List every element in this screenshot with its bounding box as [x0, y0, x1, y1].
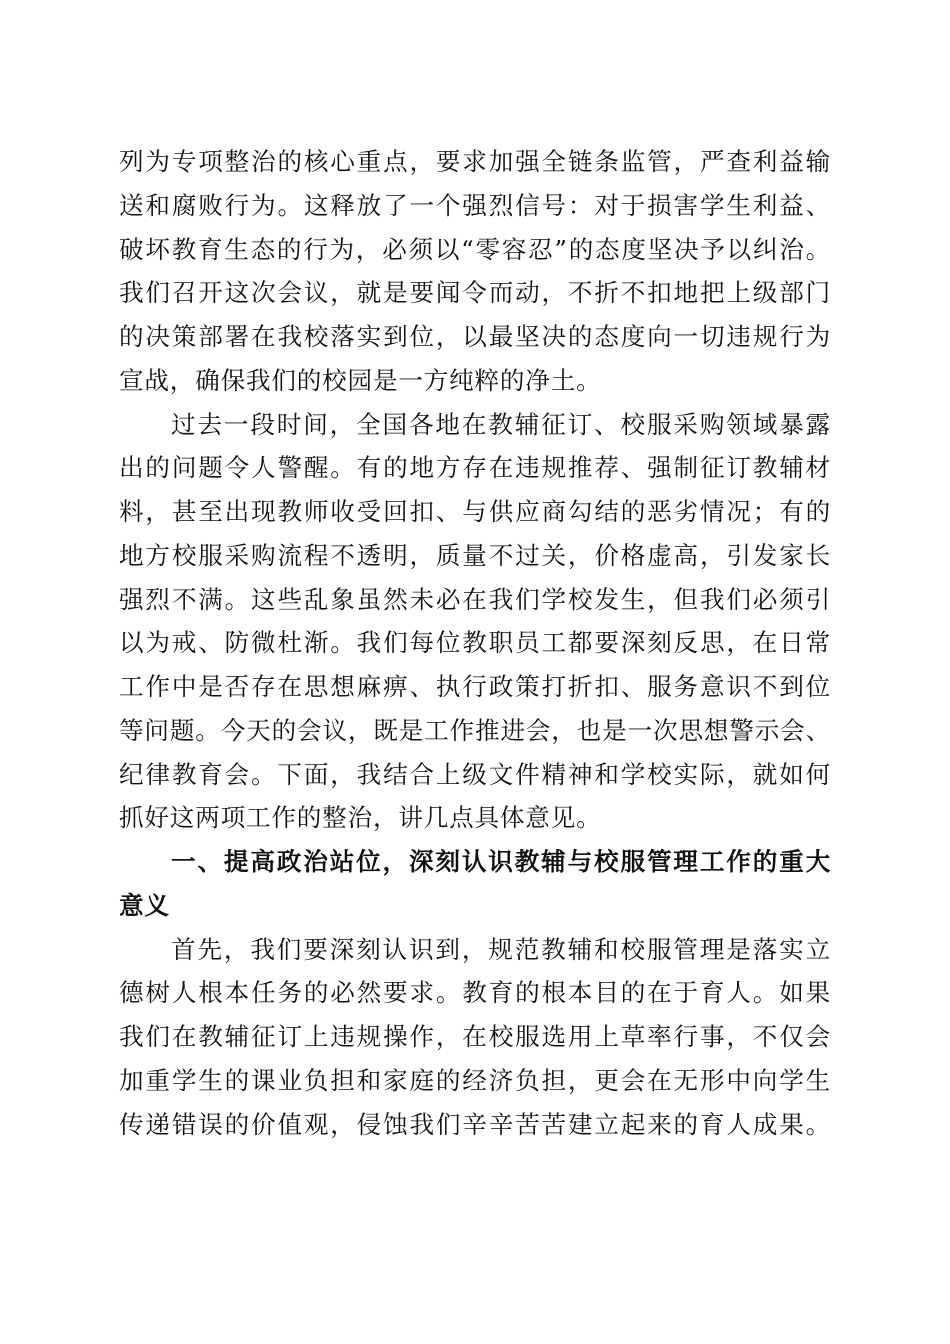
heading-line: 一、提高政治站位，深刻认识教辅与校服管理工作的重大	[171, 847, 831, 876]
heading-line: 意义	[119, 890, 170, 920]
text-line: 工作中是否存在思想麻痹、执行政策打折扣、服务意识不到位	[119, 672, 831, 701]
text-line: 强烈不满。这些乱象虽然未必在我们学校发生，但我们必须引	[119, 584, 831, 614]
text-line: 破坏教育生态的行为，必须以“零容忍”的态度坚决予以纠治。	[119, 234, 831, 264]
text-line: 列为专项整治的核心重点，要求加强全链条监管，严查利益输	[119, 147, 831, 176]
text-line: 纪律教育会。下面，我结合上级文件精神和学校实际，就如何	[119, 759, 831, 789]
text-line: 我们召开这次会议，就是要闻令而动，不折不扣地把上级部门	[119, 278, 831, 308]
text-line: 送和腐败行为。这释放了一个强烈信号：对于损害学生利益、	[119, 190, 831, 220]
text-line: 德树人根本任务的必然要求。教育的根本目的在于育人。如果	[119, 978, 831, 1008]
text-line: 以为戒、防微杜渐。我们每位教职员工都要深刻反思，在日常	[119, 628, 831, 658]
text-line: 等问题。今天的会议，既是工作推进会，也是一次思想警示会、	[119, 715, 831, 745]
text-line: 首先，我们要深刻认识到，规范教辅和校服管理是落实立	[171, 934, 831, 964]
text-line: 的决策部署在我校落实到位，以最坚决的态度向一切违规行为	[119, 322, 831, 351]
text-line: 出的问题令人警醒。有的地方存在违规推荐、强制征订教辅材	[119, 453, 831, 483]
text-line: 抓好这两项工作的整治，讲几点具体意见。	[119, 803, 602, 833]
paragraph-2	[119, 403, 831, 841]
section-heading	[119, 840, 831, 928]
text-line: 料，甚至出现教师收受回扣、与供应商勾结的恶劣情况；有的	[119, 497, 831, 526]
text-line: 宣战，确保我们的校园是一方纯粹的净土。	[119, 365, 602, 395]
document-body	[119, 140, 831, 1146]
paragraph-1	[119, 140, 831, 403]
text-line: 过去一段时间，全国各地在教辅征订、校服采购领域暴露	[171, 409, 831, 439]
text-line: 地方校服采购流程不透明，质量不过关，价格虚高，引发家长	[119, 540, 831, 570]
paragraph-3	[119, 928, 831, 1147]
text-line: 传递错误的价值观，侵蚀我们辛辛苦苦建立起来的育人成果。	[119, 1109, 831, 1139]
text-line: 加重学生的课业负担和家庭的经济负担，更会在无形中向学生	[119, 1065, 831, 1095]
text-line: 我们在教辅征订上违规操作，在校服选用上草率行事，不仅会	[119, 1022, 831, 1051]
